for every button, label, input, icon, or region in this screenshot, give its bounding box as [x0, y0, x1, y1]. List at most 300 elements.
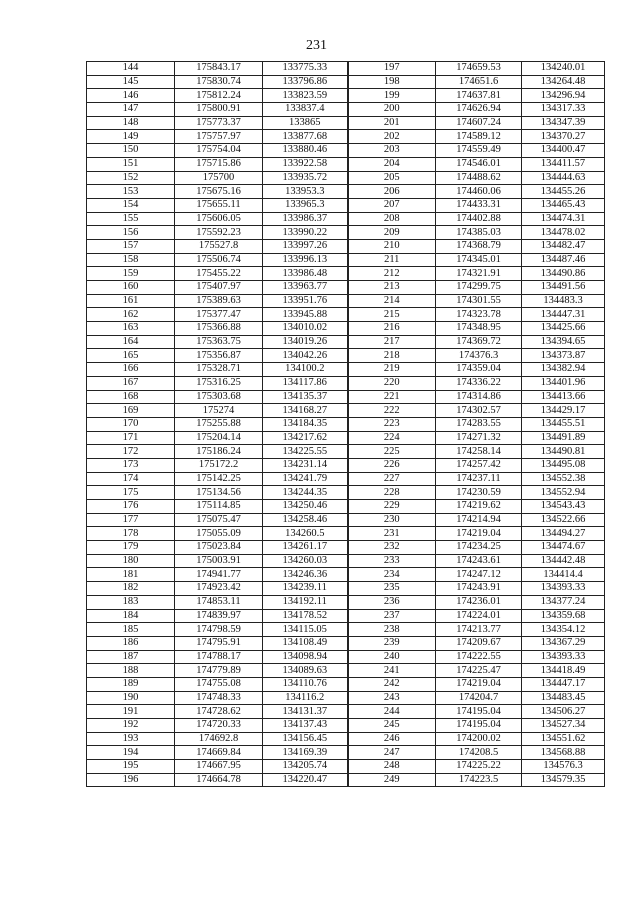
y-coordinate-right-cell: 134483.3 [522, 294, 605, 308]
x-coordinate-left-cell: 174923.42 [175, 582, 263, 596]
y-coordinate-left-cell: 134089.63 [263, 664, 348, 678]
table-row [87, 719, 605, 733]
y-coordinate-right-cell: 134359.68 [522, 609, 605, 623]
table-row [87, 144, 605, 158]
x-coordinate-left-cell: 175830.74 [175, 75, 263, 89]
y-coordinate-right-cell: 134296.94 [522, 89, 605, 103]
x-coordinate-right-cell: 174224.01 [436, 609, 522, 623]
table-row [87, 445, 605, 459]
point-number-right-cell: 220 [348, 376, 436, 390]
y-coordinate-left-cell: 133935.72 [263, 171, 348, 185]
y-coordinate-right-cell: 134401.96 [522, 376, 605, 390]
x-coordinate-left-cell: 175407.97 [175, 281, 263, 295]
table-row [87, 554, 605, 568]
x-coordinate-right-cell: 174213.77 [436, 623, 522, 637]
point-number-right-cell: 212 [348, 267, 436, 281]
point-number-right-cell: 236 [348, 595, 436, 609]
x-coordinate-right-cell: 174204.7 [436, 691, 522, 705]
table-row [87, 157, 605, 171]
point-number-left-cell: 184 [87, 609, 175, 623]
x-coordinate-right-cell: 174234.25 [436, 541, 522, 555]
x-coordinate-left-cell: 174664.78 [175, 773, 263, 787]
point-number-left-cell: 189 [87, 677, 175, 691]
x-coordinate-right-cell: 174208.5 [436, 746, 522, 760]
x-coordinate-left-cell: 175316.25 [175, 376, 263, 390]
point-number-right-cell: 231 [348, 527, 436, 541]
y-coordinate-left-cell: 134178.52 [263, 609, 348, 623]
table-row [87, 568, 605, 582]
point-number-right-cell: 235 [348, 582, 436, 596]
point-number-right-cell: 215 [348, 308, 436, 322]
x-coordinate-left-cell: 175366.88 [175, 322, 263, 336]
point-number-left-cell: 188 [87, 664, 175, 678]
x-coordinate-right-cell: 174225.47 [436, 664, 522, 678]
x-coordinate-right-cell: 174651.6 [436, 75, 522, 89]
y-coordinate-left-cell: 133986.37 [263, 212, 348, 226]
x-coordinate-left-cell: 174748.33 [175, 691, 263, 705]
x-coordinate-left-cell: 175843.17 [175, 62, 263, 76]
point-number-right-cell: 226 [348, 458, 436, 472]
point-number-left-cell: 154 [87, 198, 175, 212]
x-coordinate-left-cell: 175142.25 [175, 472, 263, 486]
point-number-right-cell: 219 [348, 363, 436, 377]
point-number-right-cell: 222 [348, 404, 436, 418]
y-coordinate-left-cell: 134019.26 [263, 335, 348, 349]
x-coordinate-left-cell: 175274 [175, 404, 263, 418]
y-coordinate-left-cell: 134169.39 [263, 746, 348, 760]
point-number-left-cell: 153 [87, 185, 175, 199]
point-number-left-cell: 169 [87, 404, 175, 418]
y-coordinate-left-cell: 133837.4 [263, 103, 348, 117]
y-coordinate-right-cell: 134413.66 [522, 390, 605, 404]
x-coordinate-left-cell: 175754.04 [175, 144, 263, 158]
y-coordinate-right-cell: 134487.46 [522, 253, 605, 267]
y-coordinate-left-cell: 134239.11 [263, 582, 348, 596]
y-coordinate-left-cell: 134010.02 [263, 322, 348, 336]
y-coordinate-left-cell: 133796.86 [263, 75, 348, 89]
y-coordinate-right-cell: 134494.27 [522, 527, 605, 541]
x-coordinate-left-cell: 174941.77 [175, 568, 263, 582]
y-coordinate-right-cell: 134543.43 [522, 500, 605, 514]
x-coordinate-left-cell: 175506.74 [175, 253, 263, 267]
y-coordinate-right-cell: 134552.38 [522, 472, 605, 486]
point-number-left-cell: 151 [87, 157, 175, 171]
y-coordinate-left-cell: 133922.58 [263, 157, 348, 171]
x-coordinate-left-cell: 175023.84 [175, 541, 263, 555]
y-coordinate-left-cell: 134131.37 [263, 705, 348, 719]
point-number-left-cell: 149 [87, 130, 175, 144]
y-coordinate-left-cell: 134116.2 [263, 691, 348, 705]
point-number-right-cell: 206 [348, 185, 436, 199]
table-row [87, 62, 605, 76]
y-coordinate-right-cell: 134429.17 [522, 404, 605, 418]
point-number-right-cell: 208 [348, 212, 436, 226]
x-coordinate-left-cell: 175773.37 [175, 116, 263, 130]
point-number-right-cell: 245 [348, 719, 436, 733]
x-coordinate-right-cell: 174243.61 [436, 554, 522, 568]
x-coordinate-right-cell: 174219.62 [436, 500, 522, 514]
table-row [87, 746, 605, 760]
y-coordinate-left-cell: 133775.33 [263, 62, 348, 76]
x-coordinate-right-cell: 174219.04 [436, 677, 522, 691]
y-coordinate-right-cell: 134490.86 [522, 267, 605, 281]
x-coordinate-right-cell: 174222.55 [436, 650, 522, 664]
point-number-right-cell: 198 [348, 75, 436, 89]
y-coordinate-right-cell: 134491.89 [522, 431, 605, 445]
point-number-left-cell: 157 [87, 239, 175, 253]
x-coordinate-right-cell: 174257.42 [436, 458, 522, 472]
x-coordinate-left-cell: 175075.47 [175, 513, 263, 527]
table-row [87, 322, 605, 336]
point-number-right-cell: 228 [348, 486, 436, 500]
x-coordinate-left-cell: 175455.22 [175, 267, 263, 281]
table-row [87, 185, 605, 199]
point-number-right-cell: 223 [348, 417, 436, 431]
point-number-right-cell: 217 [348, 335, 436, 349]
x-coordinate-left-cell: 174779.89 [175, 664, 263, 678]
y-coordinate-left-cell: 133997.26 [263, 239, 348, 253]
point-number-right-cell: 200 [348, 103, 436, 117]
table-row [87, 472, 605, 486]
y-coordinate-left-cell: 134220.47 [263, 773, 348, 787]
x-coordinate-left-cell: 175303.68 [175, 390, 263, 404]
point-number-left-cell: 174 [87, 472, 175, 486]
y-coordinate-left-cell: 134117.86 [263, 376, 348, 390]
point-number-left-cell: 182 [87, 582, 175, 596]
x-coordinate-right-cell: 174243.91 [436, 582, 522, 596]
x-coordinate-left-cell: 175186.24 [175, 445, 263, 459]
y-coordinate-left-cell: 134115.05 [263, 623, 348, 637]
table-row [87, 500, 605, 514]
table-row [87, 705, 605, 719]
point-number-left-cell: 161 [87, 294, 175, 308]
y-coordinate-left-cell: 134244.35 [263, 486, 348, 500]
x-coordinate-left-cell: 175328.71 [175, 363, 263, 377]
point-number-left-cell: 186 [87, 636, 175, 650]
y-coordinate-right-cell: 134367.29 [522, 636, 605, 650]
y-coordinate-right-cell: 134522.66 [522, 513, 605, 527]
y-coordinate-left-cell: 134246.36 [263, 568, 348, 582]
x-coordinate-left-cell: 175114.85 [175, 500, 263, 514]
y-coordinate-right-cell: 134551.62 [522, 732, 605, 746]
table-row [87, 335, 605, 349]
table-row [87, 458, 605, 472]
point-number-left-cell: 181 [87, 568, 175, 582]
point-number-left-cell: 191 [87, 705, 175, 719]
point-number-left-cell: 156 [87, 226, 175, 240]
point-number-left-cell: 148 [87, 116, 175, 130]
table-row [87, 349, 605, 363]
x-coordinate-right-cell: 174659.53 [436, 62, 522, 76]
y-coordinate-right-cell: 134568.88 [522, 746, 605, 760]
x-coordinate-right-cell: 174368.79 [436, 239, 522, 253]
x-coordinate-right-cell: 174200.02 [436, 732, 522, 746]
y-coordinate-right-cell: 134552.94 [522, 486, 605, 500]
y-coordinate-right-cell: 134373.87 [522, 349, 605, 363]
y-coordinate-right-cell: 134394.65 [522, 335, 605, 349]
y-coordinate-left-cell: 134135.37 [263, 390, 348, 404]
y-coordinate-right-cell: 134425.66 [522, 322, 605, 336]
coordinates-table [86, 61, 605, 787]
x-coordinate-left-cell: 174798.59 [175, 623, 263, 637]
y-coordinate-left-cell: 133951.76 [263, 294, 348, 308]
x-coordinate-right-cell: 174237.11 [436, 472, 522, 486]
y-coordinate-right-cell: 134442.48 [522, 554, 605, 568]
x-coordinate-left-cell: 175675.16 [175, 185, 263, 199]
table-row [87, 691, 605, 705]
y-coordinate-right-cell: 134474.67 [522, 541, 605, 555]
y-coordinate-right-cell: 134354.12 [522, 623, 605, 637]
point-number-right-cell: 209 [348, 226, 436, 240]
x-coordinate-left-cell: 175356.87 [175, 349, 263, 363]
y-coordinate-right-cell: 134495.08 [522, 458, 605, 472]
point-number-left-cell: 162 [87, 308, 175, 322]
x-coordinate-left-cell: 175377.47 [175, 308, 263, 322]
y-coordinate-left-cell: 134225.55 [263, 445, 348, 459]
table-row [87, 294, 605, 308]
x-coordinate-right-cell: 174385.03 [436, 226, 522, 240]
x-coordinate-right-cell: 174236.01 [436, 595, 522, 609]
table-row [87, 103, 605, 117]
y-coordinate-left-cell: 133877.68 [263, 130, 348, 144]
y-coordinate-right-cell: 134474.31 [522, 212, 605, 226]
point-number-right-cell: 211 [348, 253, 436, 267]
point-number-right-cell: 213 [348, 281, 436, 295]
x-coordinate-left-cell: 175389.63 [175, 294, 263, 308]
point-number-right-cell: 249 [348, 773, 436, 787]
x-coordinate-left-cell: 174667.95 [175, 760, 263, 774]
point-number-right-cell: 233 [348, 554, 436, 568]
table-row [87, 664, 605, 678]
table-row [87, 390, 605, 404]
table-row [87, 582, 605, 596]
x-coordinate-left-cell: 175800.91 [175, 103, 263, 117]
y-coordinate-right-cell: 134491.56 [522, 281, 605, 295]
y-coordinate-left-cell: 134241.79 [263, 472, 348, 486]
point-number-right-cell: 242 [348, 677, 436, 691]
point-number-left-cell: 146 [87, 89, 175, 103]
y-coordinate-right-cell: 134414.4 [522, 568, 605, 582]
point-number-right-cell: 240 [348, 650, 436, 664]
table-row [87, 677, 605, 691]
x-coordinate-left-cell: 174692.8 [175, 732, 263, 746]
x-coordinate-left-cell: 175700 [175, 171, 263, 185]
y-coordinate-right-cell: 134465.43 [522, 198, 605, 212]
point-number-left-cell: 150 [87, 144, 175, 158]
x-coordinate-right-cell: 174301.55 [436, 294, 522, 308]
table-row [87, 253, 605, 267]
y-coordinate-left-cell: 134098.94 [263, 650, 348, 664]
table-row [87, 116, 605, 130]
x-coordinate-right-cell: 174283.55 [436, 417, 522, 431]
x-coordinate-right-cell: 174230.59 [436, 486, 522, 500]
y-coordinate-right-cell: 134393.33 [522, 650, 605, 664]
y-coordinate-left-cell: 133865 [263, 116, 348, 130]
table-row [87, 541, 605, 555]
table-row [87, 486, 605, 500]
y-coordinate-right-cell: 134455.51 [522, 417, 605, 431]
x-coordinate-left-cell: 175527.8 [175, 239, 263, 253]
x-coordinate-right-cell: 174299.75 [436, 281, 522, 295]
x-coordinate-right-cell: 174219.04 [436, 527, 522, 541]
y-coordinate-left-cell: 134205.74 [263, 760, 348, 774]
point-number-right-cell: 204 [348, 157, 436, 171]
point-number-right-cell: 243 [348, 691, 436, 705]
point-number-left-cell: 195 [87, 760, 175, 774]
y-coordinate-left-cell: 134156.45 [263, 732, 348, 746]
y-coordinate-right-cell: 134347.39 [522, 116, 605, 130]
y-coordinate-left-cell: 134260.5 [263, 527, 348, 541]
point-number-left-cell: 185 [87, 623, 175, 637]
point-number-right-cell: 205 [348, 171, 436, 185]
x-coordinate-right-cell: 174607.24 [436, 116, 522, 130]
y-coordinate-left-cell: 133953.3 [263, 185, 348, 199]
x-coordinate-right-cell: 174559.49 [436, 144, 522, 158]
x-coordinate-right-cell: 174348.95 [436, 322, 522, 336]
y-coordinate-left-cell: 134110.76 [263, 677, 348, 691]
y-coordinate-right-cell: 134444.63 [522, 171, 605, 185]
table-row [87, 527, 605, 541]
point-number-left-cell: 187 [87, 650, 175, 664]
point-number-right-cell: 203 [348, 144, 436, 158]
table-row [87, 363, 605, 377]
x-coordinate-left-cell: 175606.05 [175, 212, 263, 226]
y-coordinate-left-cell: 133996.13 [263, 253, 348, 267]
x-coordinate-left-cell: 175134.56 [175, 486, 263, 500]
y-coordinate-right-cell: 134579.35 [522, 773, 605, 787]
page-number: 231 [306, 38, 327, 53]
x-coordinate-right-cell: 174214.94 [436, 513, 522, 527]
point-number-left-cell: 152 [87, 171, 175, 185]
x-coordinate-right-cell: 174336.22 [436, 376, 522, 390]
y-coordinate-left-cell: 134192.11 [263, 595, 348, 609]
point-number-left-cell: 158 [87, 253, 175, 267]
point-number-left-cell: 194 [87, 746, 175, 760]
point-number-right-cell: 239 [348, 636, 436, 650]
point-number-left-cell: 165 [87, 349, 175, 363]
x-coordinate-right-cell: 174345.01 [436, 253, 522, 267]
table-row [87, 281, 605, 295]
x-coordinate-right-cell: 174359.04 [436, 363, 522, 377]
point-number-left-cell: 145 [87, 75, 175, 89]
point-number-right-cell: 247 [348, 746, 436, 760]
y-coordinate-left-cell: 134137.43 [263, 719, 348, 733]
point-number-left-cell: 147 [87, 103, 175, 117]
table-row [87, 171, 605, 185]
point-number-left-cell: 180 [87, 554, 175, 568]
y-coordinate-right-cell: 134317.33 [522, 103, 605, 117]
x-coordinate-right-cell: 174637.81 [436, 89, 522, 103]
y-coordinate-left-cell: 134100.2 [263, 363, 348, 377]
table-row [87, 417, 605, 431]
x-coordinate-left-cell: 175655.11 [175, 198, 263, 212]
y-coordinate-right-cell: 134393.33 [522, 582, 605, 596]
x-coordinate-left-cell: 174788.17 [175, 650, 263, 664]
y-coordinate-left-cell: 133823.59 [263, 89, 348, 103]
y-coordinate-right-cell: 134482.47 [522, 239, 605, 253]
table-row [87, 732, 605, 746]
table-row [87, 760, 605, 774]
table-row [87, 239, 605, 253]
point-number-left-cell: 168 [87, 390, 175, 404]
x-coordinate-right-cell: 174314.86 [436, 390, 522, 404]
x-coordinate-left-cell: 175172.2 [175, 458, 263, 472]
y-coordinate-right-cell: 134240.01 [522, 62, 605, 76]
y-coordinate-left-cell: 133880.46 [263, 144, 348, 158]
table-row [87, 212, 605, 226]
table-row [87, 650, 605, 664]
x-coordinate-right-cell: 174195.04 [436, 719, 522, 733]
point-number-right-cell: 216 [348, 322, 436, 336]
point-number-left-cell: 196 [87, 773, 175, 787]
table-row [87, 404, 605, 418]
y-coordinate-right-cell: 134400.47 [522, 144, 605, 158]
y-coordinate-left-cell: 134108.49 [263, 636, 348, 650]
point-number-left-cell: 172 [87, 445, 175, 459]
point-number-left-cell: 155 [87, 212, 175, 226]
point-number-right-cell: 241 [348, 664, 436, 678]
table-row [87, 226, 605, 240]
y-coordinate-left-cell: 133986.48 [263, 267, 348, 281]
point-number-left-cell: 190 [87, 691, 175, 705]
x-coordinate-right-cell: 174376.3 [436, 349, 522, 363]
point-number-left-cell: 167 [87, 376, 175, 390]
y-coordinate-right-cell: 134370.27 [522, 130, 605, 144]
x-coordinate-right-cell: 174321.91 [436, 267, 522, 281]
x-coordinate-left-cell: 174669.84 [175, 746, 263, 760]
y-coordinate-left-cell: 133990.22 [263, 226, 348, 240]
y-coordinate-right-cell: 134478.02 [522, 226, 605, 240]
x-coordinate-left-cell: 175255.88 [175, 417, 263, 431]
x-coordinate-left-cell: 174839.97 [175, 609, 263, 623]
x-coordinate-right-cell: 174247.12 [436, 568, 522, 582]
x-coordinate-left-cell: 175592.23 [175, 226, 263, 240]
point-number-left-cell: 163 [87, 322, 175, 336]
x-coordinate-right-cell: 174302.57 [436, 404, 522, 418]
point-number-right-cell: 246 [348, 732, 436, 746]
point-number-left-cell: 173 [87, 458, 175, 472]
y-coordinate-left-cell: 133945.88 [263, 308, 348, 322]
point-number-left-cell: 170 [87, 417, 175, 431]
point-number-left-cell: 175 [87, 486, 175, 500]
point-number-right-cell: 207 [348, 198, 436, 212]
y-coordinate-right-cell: 134382.94 [522, 363, 605, 377]
table-row [87, 376, 605, 390]
x-coordinate-right-cell: 174369.72 [436, 335, 522, 349]
table-row [87, 431, 605, 445]
y-coordinate-right-cell: 134377.24 [522, 595, 605, 609]
y-coordinate-left-cell: 134261.17 [263, 541, 348, 555]
point-number-right-cell: 230 [348, 513, 436, 527]
x-coordinate-left-cell: 175812.24 [175, 89, 263, 103]
point-number-left-cell: 144 [87, 62, 175, 76]
x-coordinate-left-cell: 174795.91 [175, 636, 263, 650]
x-coordinate-left-cell: 174728.62 [175, 705, 263, 719]
table-row [87, 609, 605, 623]
y-coordinate-left-cell: 134184.35 [263, 417, 348, 431]
point-number-left-cell: 164 [87, 335, 175, 349]
y-coordinate-left-cell: 134042.26 [263, 349, 348, 363]
point-number-right-cell: 248 [348, 760, 436, 774]
point-number-left-cell: 171 [87, 431, 175, 445]
x-coordinate-right-cell: 174258.14 [436, 445, 522, 459]
y-coordinate-left-cell: 134168.27 [263, 404, 348, 418]
point-number-right-cell: 218 [348, 349, 436, 363]
point-number-right-cell: 234 [348, 568, 436, 582]
x-coordinate-right-cell: 174209.67 [436, 636, 522, 650]
table-row [87, 267, 605, 281]
x-coordinate-right-cell: 174225.22 [436, 760, 522, 774]
